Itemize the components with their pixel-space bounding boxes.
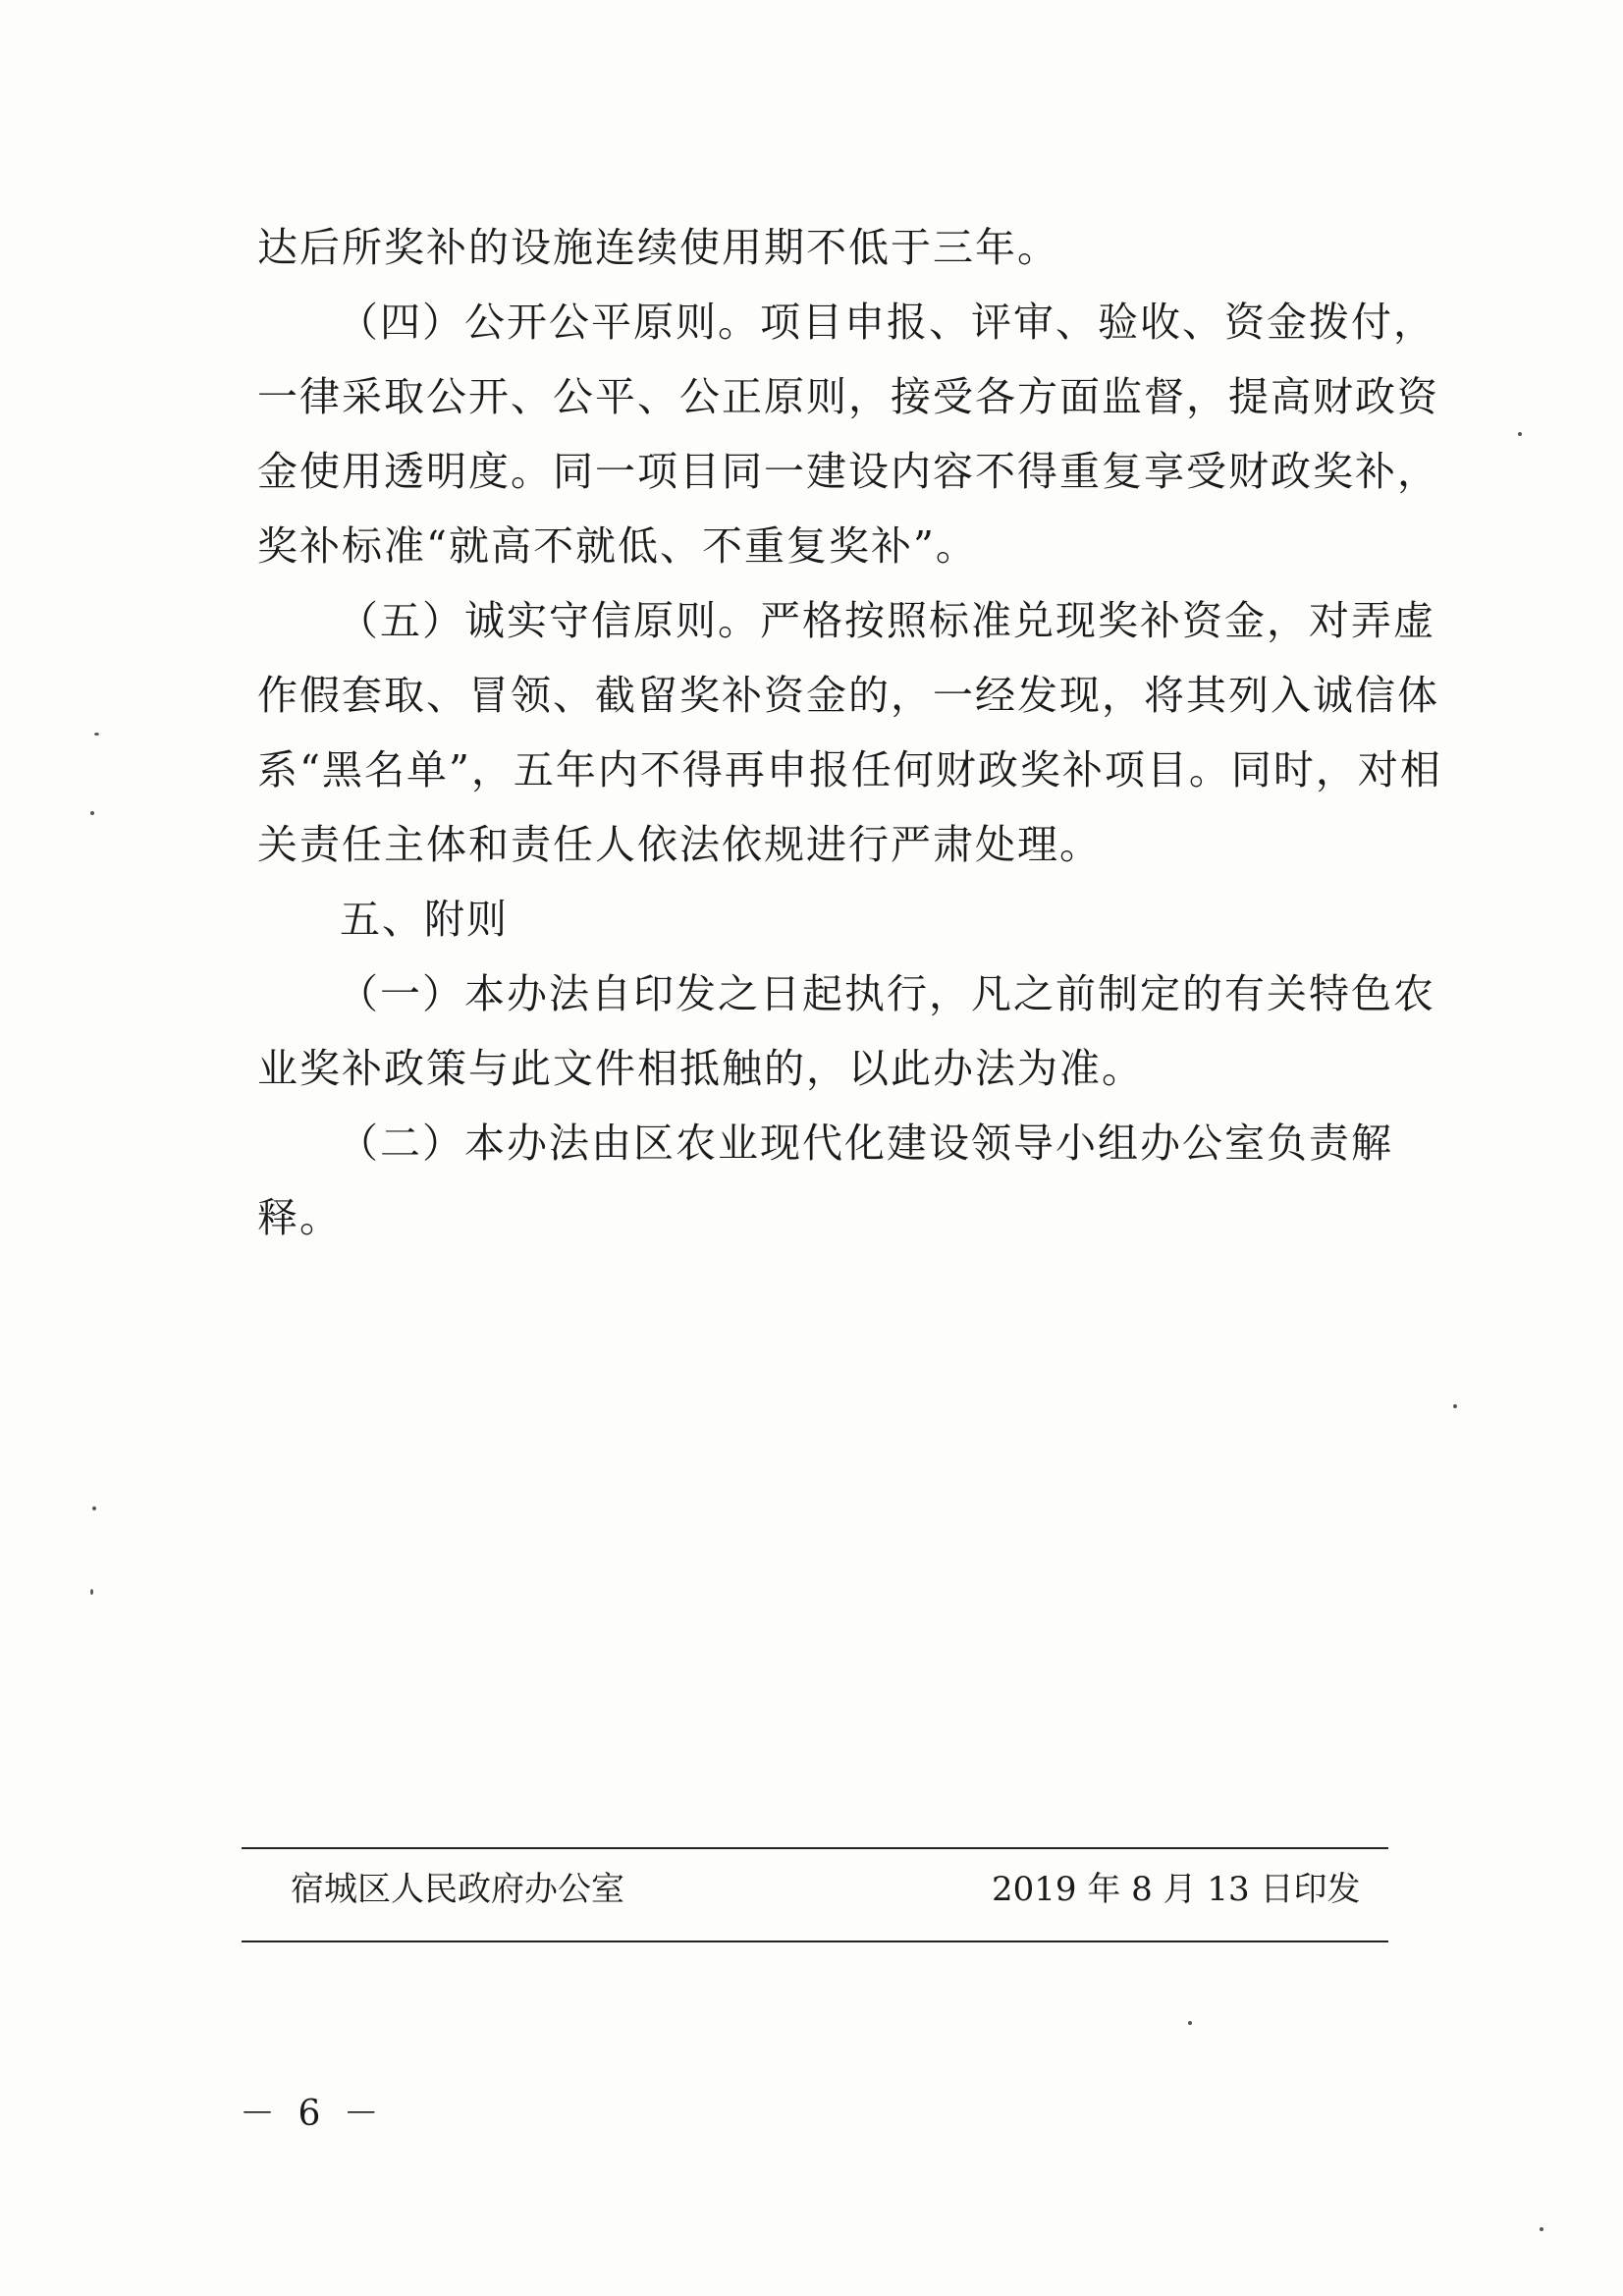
body-line: 达后所奖补的设施连续使用期不低于三年。 [257,224,1059,271]
footer-top-rule [242,1847,1388,1849]
body-line: 奖补标准“就高不就低、不重复奖补”。 [257,522,978,570]
scan-speck [1518,432,1522,436]
scan-speck [94,733,99,736]
scan-speck [90,1589,93,1595]
body-line: 系“黑名单”，五年内不得再申报任何财政奖补项目。同时，对相 [257,746,1442,793]
body-line: （四）公开公平原则。项目申报、评审、验收、资金拨付， [338,299,1435,346]
body-line: （二）本办法由区农业现代化建设领导小组办公室负责解 [338,1120,1393,1167]
body-line: 关责任主体和责任人依法依规进行严肃处理。 [257,821,1102,868]
body-line: 金使用透明度。同一项目同一建设内容不得重复享受财政奖补， [257,448,1439,495]
scan-speck [90,811,94,815]
body-line: 作假套取、冒领、截留奖补资金的，一经发现，将其列入诚信体 [257,672,1439,719]
body-line: （一）本办法自印发之日起执行，凡之前制定的有关特色农 [338,970,1435,1017]
scan-speck [1540,2227,1543,2231]
issuer-name: 宿城区人民政府办公室 [291,1870,624,1909]
body-line: 一律采取公开、公平、公正原则，接受各方面监督，提高财政资 [257,373,1439,420]
page-number: － 6 － [240,2094,385,2134]
scan-speck [1188,2021,1192,2025]
scan-speck [1453,1404,1457,1408]
footer-bottom-rule [242,1941,1388,1942]
section-heading: 五、附则 [340,896,509,943]
body-line: 释。 [257,1194,342,1241]
body-line: 业奖补政策与此文件相抵触的，以此办法为准。 [257,1045,1144,1092]
body-line: （五）诚实守信原则。严格按照标准兑现奖补资金，对弄虚 [338,597,1435,644]
issue-date: 2019 年 8 月 13 日印发 [992,1870,1361,1909]
scan-speck [92,1506,96,1510]
